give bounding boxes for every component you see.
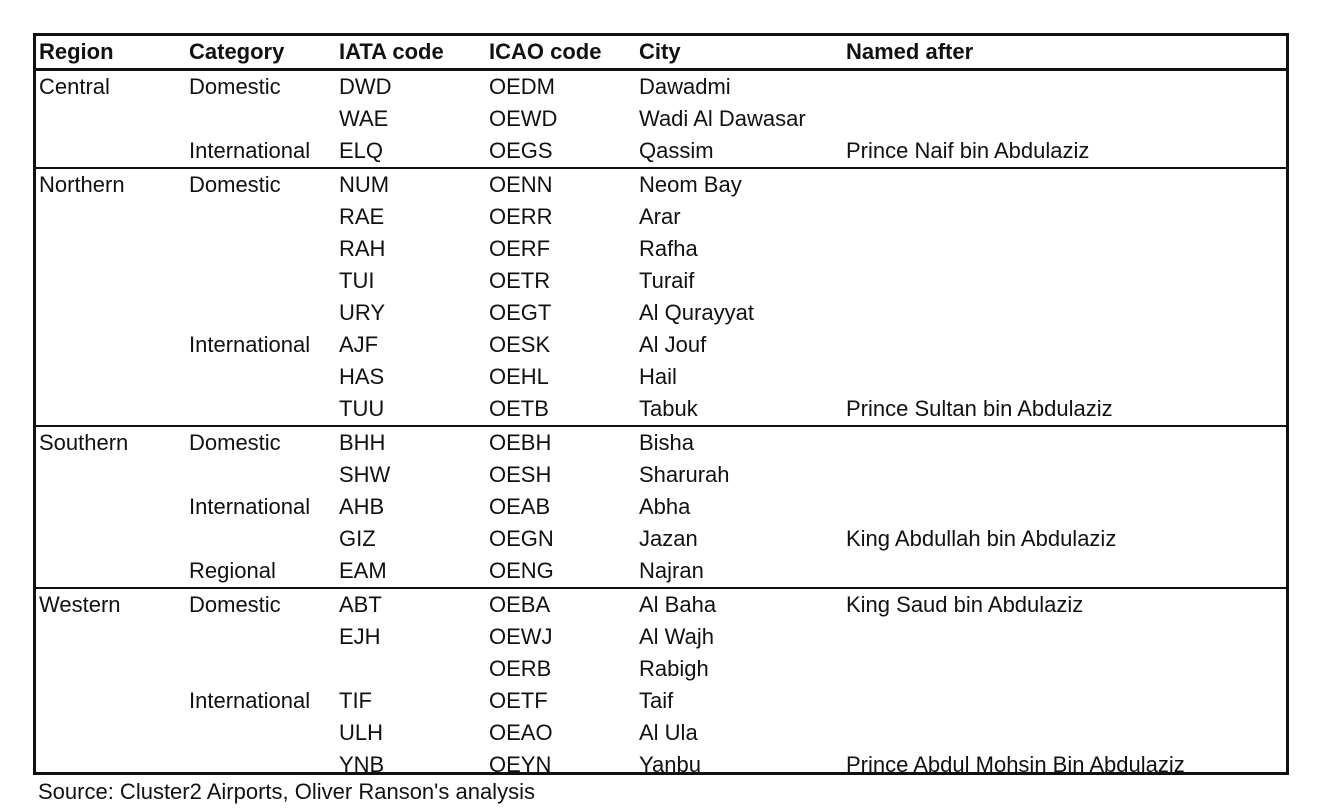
icao-cell: OEBA <box>486 588 636 621</box>
iata-cell: BHH <box>336 426 486 459</box>
category-cell: International <box>189 332 311 357</box>
named-after-cell: King Abdullah bin Abdulaziz <box>846 526 1117 551</box>
city-cell: Rabigh <box>639 656 709 681</box>
category-cell <box>186 201 336 233</box>
city-cell: Tabuk <box>639 396 698 421</box>
header-category: Category <box>189 39 285 64</box>
iata-cell: RAH <box>339 236 386 261</box>
iata-cell: TUI <box>339 268 375 293</box>
region-cell <box>36 393 186 426</box>
category-cell: Domestic <box>186 426 336 459</box>
city-cell: Al Qurayyat <box>639 300 754 325</box>
table-row <box>36 491 1286 523</box>
category-cell <box>186 717 336 749</box>
icao-cell: OESK <box>489 332 551 357</box>
city-cell: Arar <box>639 204 681 229</box>
named-after-cell <box>843 491 1286 523</box>
category-cell: Domestic <box>186 588 336 621</box>
table-row <box>36 621 1286 653</box>
city-cell: Bisha <box>636 426 843 459</box>
icao-cell: OERF <box>489 236 551 261</box>
table-row <box>36 393 1286 426</box>
icao-cell: OEGS <box>489 138 553 163</box>
icao-cell: OENN <box>486 168 636 201</box>
iata-cell: ELQ <box>339 138 384 163</box>
icao-cell: OEGT <box>489 300 552 325</box>
iata-cell: TIF <box>339 688 372 713</box>
city-cell: Abha <box>639 494 691 519</box>
region-cell <box>36 233 186 265</box>
city-cell: Sharurah <box>639 462 730 487</box>
iata-cell: EAM <box>339 558 387 583</box>
region-cell <box>36 685 186 717</box>
table-row <box>36 135 1286 168</box>
icao-cell: OEAB <box>489 494 551 519</box>
city-cell: Al Wajh <box>639 624 714 649</box>
category-cell <box>186 523 336 555</box>
category-cell: Regional <box>189 558 276 583</box>
named-after-cell <box>843 297 1286 329</box>
category-cell <box>186 103 336 135</box>
icao-cell: OEAO <box>489 720 553 745</box>
category-cell <box>186 297 336 329</box>
named-after-cell <box>843 70 1286 104</box>
region-cell <box>36 329 186 361</box>
header-icao-code: ICAO code <box>489 39 602 64</box>
city-cell: Turaif <box>639 268 695 293</box>
iata-cell: AHB <box>339 494 385 519</box>
region-cell <box>36 717 186 749</box>
named-after-cell <box>843 459 1286 491</box>
city-cell: Rafha <box>639 236 698 261</box>
table-row <box>36 685 1286 717</box>
header-named-after: Named after <box>846 39 974 64</box>
region-cell <box>36 361 186 393</box>
region-cell <box>36 265 186 297</box>
region-cell: Central <box>39 74 110 99</box>
header-iata-code: IATA code <box>339 39 444 64</box>
city-cell: Yanbu <box>639 752 701 777</box>
category-cell <box>186 459 336 491</box>
category-cell: Domestic <box>189 74 281 99</box>
iata-cell: SHW <box>339 462 391 487</box>
iata-cell: URY <box>339 300 386 325</box>
named-after-cell <box>843 555 1286 588</box>
named-after-cell <box>843 233 1286 265</box>
city-cell: Najran <box>639 558 704 583</box>
table-row <box>36 523 1286 555</box>
category-cell: International <box>189 138 311 163</box>
airports-table-frame <box>33 33 1289 775</box>
category-cell <box>186 393 336 426</box>
iata-cell: GIZ <box>339 526 376 551</box>
region-cell <box>36 135 186 168</box>
table-row <box>36 426 1286 459</box>
region-cell: Western <box>36 588 186 621</box>
city-cell: Hail <box>639 364 677 389</box>
category-cell: International <box>189 688 311 713</box>
icao-cell: OEGN <box>489 526 554 551</box>
table-header-row <box>36 36 1286 70</box>
table-row <box>36 168 1286 201</box>
city-cell: Taif <box>639 688 674 713</box>
table-row <box>36 103 1286 135</box>
region-cell <box>36 653 186 685</box>
region-cell <box>36 297 186 329</box>
category-cell <box>186 233 336 265</box>
city-cell: Jazan <box>639 526 698 551</box>
named-after-cell: King Saud bin Abdulaziz <box>843 588 1286 621</box>
city-cell: Al Baha <box>636 588 843 621</box>
icao-cell: OEWJ <box>489 624 553 649</box>
table-row <box>36 653 1286 685</box>
table-row <box>36 233 1286 265</box>
category-cell <box>186 653 336 685</box>
named-after-cell <box>843 621 1286 653</box>
region-cell: Southern <box>36 426 186 459</box>
named-after-cell <box>843 201 1286 233</box>
named-after-cell <box>843 653 1286 685</box>
icao-cell: OEWD <box>489 106 558 131</box>
named-after-cell: Prince Sultan bin Abdulaziz <box>846 396 1113 421</box>
category-cell <box>186 265 336 297</box>
table-row <box>36 555 1286 588</box>
iata-cell: YNB <box>339 752 385 777</box>
iata-cell <box>336 653 486 685</box>
table-row <box>36 459 1286 491</box>
header-region: Region <box>39 39 114 64</box>
header-city: City <box>639 39 681 64</box>
iata-cell: HAS <box>339 364 385 389</box>
named-after-cell <box>843 717 1286 749</box>
region-cell <box>36 621 186 653</box>
region-cell <box>36 555 186 588</box>
region-cell <box>36 201 186 233</box>
named-after-cell <box>843 265 1286 297</box>
region-cell: Northern <box>36 168 186 201</box>
table-row <box>36 588 1286 621</box>
table-row <box>36 70 1286 104</box>
airports-table <box>36 36 1286 781</box>
icao-cell: OENG <box>489 558 554 583</box>
city-cell: Neom Bay <box>636 168 843 201</box>
category-cell: Domestic <box>186 168 336 201</box>
named-after-cell: Prince Abdul Mohsin Bin Abdulaziz <box>846 752 1185 777</box>
table-row <box>36 329 1286 361</box>
named-after-cell <box>843 361 1286 393</box>
icao-cell: OEBH <box>486 426 636 459</box>
named-after-cell <box>843 168 1286 201</box>
icao-cell: OETF <box>489 688 548 713</box>
region-cell <box>36 459 186 491</box>
icao-cell: OESH <box>489 462 552 487</box>
region-cell <box>36 523 186 555</box>
named-after-cell: Prince Naif bin Abdulaziz <box>846 138 1090 163</box>
table-body <box>36 70 1286 782</box>
city-cell: Al Ula <box>639 720 698 745</box>
iata-cell: NUM <box>336 168 486 201</box>
region-cell <box>36 491 186 523</box>
region-cell <box>36 103 186 135</box>
icao-cell: OERB <box>489 656 552 681</box>
icao-cell: OEYN <box>489 752 552 777</box>
icao-cell: OERR <box>489 204 553 229</box>
iata-cell: RAE <box>339 204 385 229</box>
source-note: Source: Cluster2 Airports, Oliver Ranson's analysis <box>38 779 535 804</box>
iata-cell: DWD <box>339 74 392 99</box>
iata-cell: EJH <box>339 624 381 649</box>
table-row <box>36 717 1286 749</box>
table-row <box>36 265 1286 297</box>
iata-cell: WAE <box>339 106 389 131</box>
category-cell <box>186 361 336 393</box>
named-after-cell <box>843 426 1286 459</box>
iata-cell: AJF <box>339 332 379 357</box>
category-cell <box>186 621 336 653</box>
named-after-cell <box>843 685 1286 717</box>
named-after-cell <box>843 103 1286 135</box>
iata-cell: ABT <box>336 588 486 621</box>
city-cell: Dawadmi <box>639 74 731 99</box>
icao-cell: OETB <box>489 396 549 421</box>
city-cell: Wadi Al Dawasar <box>639 106 806 131</box>
iata-cell: ULH <box>339 720 384 745</box>
table-row <box>36 201 1286 233</box>
iata-cell: TUU <box>339 396 385 421</box>
icao-cell: OETR <box>489 268 551 293</box>
category-cell: International <box>189 494 311 519</box>
table-row <box>36 361 1286 393</box>
icao-cell: OEDM <box>489 74 555 99</box>
city-cell: Al Jouf <box>639 332 707 357</box>
icao-cell: OEHL <box>489 364 549 389</box>
city-cell: Qassim <box>639 138 714 163</box>
table-row <box>36 297 1286 329</box>
named-after-cell <box>843 329 1286 361</box>
